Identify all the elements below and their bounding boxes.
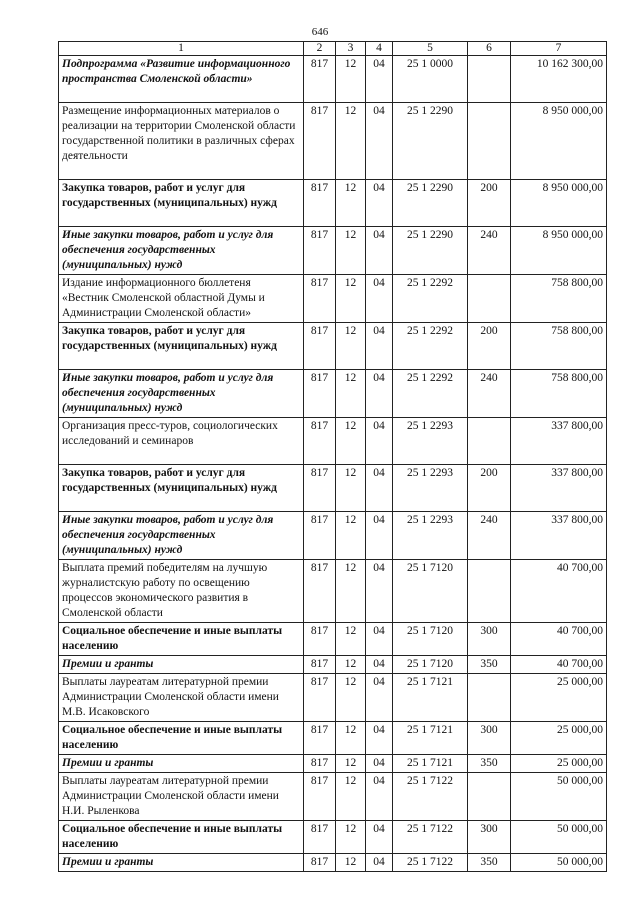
row-amount-cell: 40 700,00 xyxy=(511,623,607,656)
table-row xyxy=(59,275,607,323)
row-type-cell: 200 xyxy=(468,180,511,227)
table-row xyxy=(59,623,607,656)
row-amount-cell: 8 950 000,00 xyxy=(511,227,607,275)
row-target-cell: 25 1 2290 xyxy=(393,180,468,227)
row-type-cell xyxy=(468,275,511,323)
row-code-cell: 817 xyxy=(304,656,336,674)
row-code-cell: 817 xyxy=(304,418,336,465)
row-section-cell: 12 xyxy=(336,773,366,821)
row-name-cell: Социальное обеспечение и иные выплаты населению xyxy=(59,722,304,755)
row-section-cell: 12 xyxy=(336,854,366,872)
row-type-cell xyxy=(468,56,511,103)
table-row xyxy=(59,103,607,180)
row-code-cell: 817 xyxy=(304,623,336,656)
row-code-cell: 817 xyxy=(304,560,336,623)
table-body xyxy=(59,42,607,872)
row-amount-cell: 50 000,00 xyxy=(511,854,607,872)
row-type-cell: 240 xyxy=(468,370,511,418)
row-amount-cell: 40 700,00 xyxy=(511,560,607,623)
row-section-cell: 12 xyxy=(336,103,366,180)
row-type-cell: 350 xyxy=(468,854,511,872)
row-type-cell: 350 xyxy=(468,656,511,674)
row-section-cell: 12 xyxy=(336,623,366,656)
row-name-cell: Премии и гранты xyxy=(59,656,304,674)
table-header-row xyxy=(59,42,607,56)
row-amount-cell: 25 000,00 xyxy=(511,722,607,755)
row-type-cell xyxy=(468,418,511,465)
row-name-cell: Премии и гранты xyxy=(59,755,304,773)
row-code-cell: 817 xyxy=(304,370,336,418)
row-type-cell xyxy=(468,773,511,821)
row-section-cell: 12 xyxy=(336,418,366,465)
row-amount-cell: 337 800,00 xyxy=(511,512,607,560)
table-row xyxy=(59,722,607,755)
row-subsection-cell: 04 xyxy=(366,623,393,656)
row-target-cell: 25 1 7121 xyxy=(393,674,468,722)
row-amount-cell: 10 162 300,00 xyxy=(511,56,607,103)
row-section-cell: 12 xyxy=(336,755,366,773)
row-section-cell: 12 xyxy=(336,180,366,227)
row-subsection-cell: 04 xyxy=(366,323,393,370)
row-target-cell: 25 1 7121 xyxy=(393,722,468,755)
row-target-cell: 25 1 7122 xyxy=(393,773,468,821)
row-code-cell: 817 xyxy=(304,56,336,103)
row-code-cell: 817 xyxy=(304,323,336,370)
row-section-cell: 12 xyxy=(336,323,366,370)
table-row xyxy=(59,465,607,512)
row-section-cell: 12 xyxy=(336,370,366,418)
row-target-cell: 25 1 0000 xyxy=(393,56,468,103)
table-row xyxy=(59,656,607,674)
row-code-cell: 817 xyxy=(304,755,336,773)
row-amount-cell: 758 800,00 xyxy=(511,323,607,370)
row-name-cell: Иные закупки товаров, работ и услуг для обеспечения государственных (муниципальных) нужд xyxy=(59,227,304,275)
row-target-cell: 25 1 7121 xyxy=(393,755,468,773)
row-subsection-cell: 04 xyxy=(366,773,393,821)
row-code-cell: 817 xyxy=(304,227,336,275)
budget-table xyxy=(58,41,607,872)
row-type-cell xyxy=(468,103,511,180)
row-section-cell: 12 xyxy=(336,821,366,854)
row-section-cell: 12 xyxy=(336,465,366,512)
row-target-cell: 25 1 2293 xyxy=(393,512,468,560)
row-name-cell: Закупка товаров, работ и услуг для государственных (муниципальных) нужд xyxy=(59,180,304,227)
row-code-cell: 817 xyxy=(304,773,336,821)
row-amount-cell: 8 950 000,00 xyxy=(511,103,607,180)
row-section-cell: 12 xyxy=(336,56,366,103)
row-code-cell: 817 xyxy=(304,674,336,722)
row-name-cell: Выплаты лауреатам литературной премии Администрации Смоленской области имени М.В. Исаковского xyxy=(59,674,304,722)
row-amount-cell: 337 800,00 xyxy=(511,418,607,465)
row-subsection-cell: 04 xyxy=(366,722,393,755)
header-cell: 2 xyxy=(304,42,336,56)
row-target-cell: 25 1 2293 xyxy=(393,418,468,465)
table-row xyxy=(59,512,607,560)
row-target-cell: 25 1 7122 xyxy=(393,821,468,854)
row-name-cell: Организация пресс-туров, социологических исследований и семинаров xyxy=(59,418,304,465)
row-subsection-cell: 04 xyxy=(366,821,393,854)
row-type-cell: 300 xyxy=(468,821,511,854)
row-amount-cell: 25 000,00 xyxy=(511,674,607,722)
row-target-cell: 25 1 7120 xyxy=(393,623,468,656)
row-subsection-cell: 04 xyxy=(366,656,393,674)
table-row xyxy=(59,773,607,821)
row-section-cell: 12 xyxy=(336,512,366,560)
row-code-cell: 817 xyxy=(304,821,336,854)
row-section-cell: 12 xyxy=(336,722,366,755)
row-subsection-cell: 04 xyxy=(366,755,393,773)
row-type-cell: 200 xyxy=(468,465,511,512)
row-name-cell: Социальное обеспечение и иные выплаты населению xyxy=(59,821,304,854)
row-target-cell: 25 1 2292 xyxy=(393,370,468,418)
row-type-cell: 300 xyxy=(468,722,511,755)
row-subsection-cell: 04 xyxy=(366,275,393,323)
row-type-cell xyxy=(468,674,511,722)
table-row xyxy=(59,323,607,370)
row-section-cell: 12 xyxy=(336,656,366,674)
row-type-cell: 200 xyxy=(468,323,511,370)
row-amount-cell: 337 800,00 xyxy=(511,465,607,512)
row-name-cell: Иные закупки товаров, работ и услуг для обеспечения государственных (муниципальных) нужд xyxy=(59,370,304,418)
row-name-cell: Закупка товаров, работ и услуг для государственных (муниципальных) нужд xyxy=(59,323,304,370)
row-subsection-cell: 04 xyxy=(366,512,393,560)
table-row xyxy=(59,227,607,275)
row-target-cell: 25 1 7122 xyxy=(393,854,468,872)
row-section-cell: 12 xyxy=(336,227,366,275)
row-section-cell: 12 xyxy=(336,275,366,323)
row-name-cell: Социальное обеспечение и иные выплаты населению xyxy=(59,623,304,656)
row-name-cell: Издание информационного бюллетеня «Вестник Смоленской областной Думы и Администрации Смоленской области» xyxy=(59,275,304,323)
row-section-cell: 12 xyxy=(336,674,366,722)
row-target-cell: 25 1 2292 xyxy=(393,323,468,370)
row-type-cell: 350 xyxy=(468,755,511,773)
header-cell: 7 xyxy=(511,42,607,56)
row-subsection-cell: 04 xyxy=(366,370,393,418)
table-row xyxy=(59,560,607,623)
row-code-cell: 817 xyxy=(304,180,336,227)
row-amount-cell: 50 000,00 xyxy=(511,773,607,821)
row-subsection-cell: 04 xyxy=(366,56,393,103)
row-name-cell: Подпрограмма «Развитие информационного пространства Смоленской области» xyxy=(59,56,304,103)
row-amount-cell: 8 950 000,00 xyxy=(511,180,607,227)
table-row xyxy=(59,418,607,465)
table-row xyxy=(59,180,607,227)
row-subsection-cell: 04 xyxy=(366,560,393,623)
row-subsection-cell: 04 xyxy=(366,227,393,275)
row-target-cell: 25 1 2290 xyxy=(393,103,468,180)
header-cell: 6 xyxy=(468,42,511,56)
row-name-cell: Премии и гранты xyxy=(59,854,304,872)
row-subsection-cell: 04 xyxy=(366,180,393,227)
header-cell: 1 xyxy=(59,42,304,56)
row-type-cell: 240 xyxy=(468,227,511,275)
row-target-cell: 25 1 7120 xyxy=(393,560,468,623)
row-code-cell: 817 xyxy=(304,512,336,560)
table-row xyxy=(59,674,607,722)
row-type-cell xyxy=(468,560,511,623)
row-amount-cell: 25 000,00 xyxy=(511,755,607,773)
row-subsection-cell: 04 xyxy=(366,465,393,512)
row-name-cell: Размещение информационных материалов о реализации на территории Смоленской области государственной политики в различных сферах деятельности xyxy=(59,103,304,180)
row-code-cell: 817 xyxy=(304,103,336,180)
header-cell: 3 xyxy=(336,42,366,56)
row-subsection-cell: 04 xyxy=(366,854,393,872)
row-section-cell: 12 xyxy=(336,560,366,623)
page-number: 646 xyxy=(311,26,329,38)
row-target-cell: 25 1 7120 xyxy=(393,656,468,674)
row-target-cell: 25 1 2293 xyxy=(393,465,468,512)
row-subsection-cell: 04 xyxy=(366,418,393,465)
header-cell: 4 xyxy=(366,42,393,56)
table-row xyxy=(59,56,607,103)
table-row xyxy=(59,370,607,418)
row-amount-cell: 50 000,00 xyxy=(511,821,607,854)
row-subsection-cell: 04 xyxy=(366,674,393,722)
row-type-cell: 300 xyxy=(468,623,511,656)
row-target-cell: 25 1 2290 xyxy=(393,227,468,275)
row-name-cell: Закупка товаров, работ и услуг для государственных (муниципальных) нужд xyxy=(59,465,304,512)
table-row xyxy=(59,755,607,773)
row-type-cell: 240 xyxy=(468,512,511,560)
row-name-cell: Выплаты лауреатам литературной премии Администрации Смоленской области имени Н.И. Рыленкова xyxy=(59,773,304,821)
row-code-cell: 817 xyxy=(304,465,336,512)
table-row xyxy=(59,821,607,854)
row-amount-cell: 758 800,00 xyxy=(511,275,607,323)
table-row xyxy=(59,854,607,872)
row-subsection-cell: 04 xyxy=(366,103,393,180)
row-code-cell: 817 xyxy=(304,275,336,323)
row-code-cell: 817 xyxy=(304,854,336,872)
row-amount-cell: 758 800,00 xyxy=(511,370,607,418)
row-code-cell: 817 xyxy=(304,722,336,755)
header-cell: 5 xyxy=(393,42,468,56)
row-name-cell: Выплата премий победителям на лучшую журналистскую работу по освещению процессов экономического развития в Смоленской области xyxy=(59,560,304,623)
row-name-cell: Иные закупки товаров, работ и услуг для обеспечения государственных (муниципальных) нужд xyxy=(59,512,304,560)
row-amount-cell: 40 700,00 xyxy=(511,656,607,674)
row-target-cell: 25 1 2292 xyxy=(393,275,468,323)
